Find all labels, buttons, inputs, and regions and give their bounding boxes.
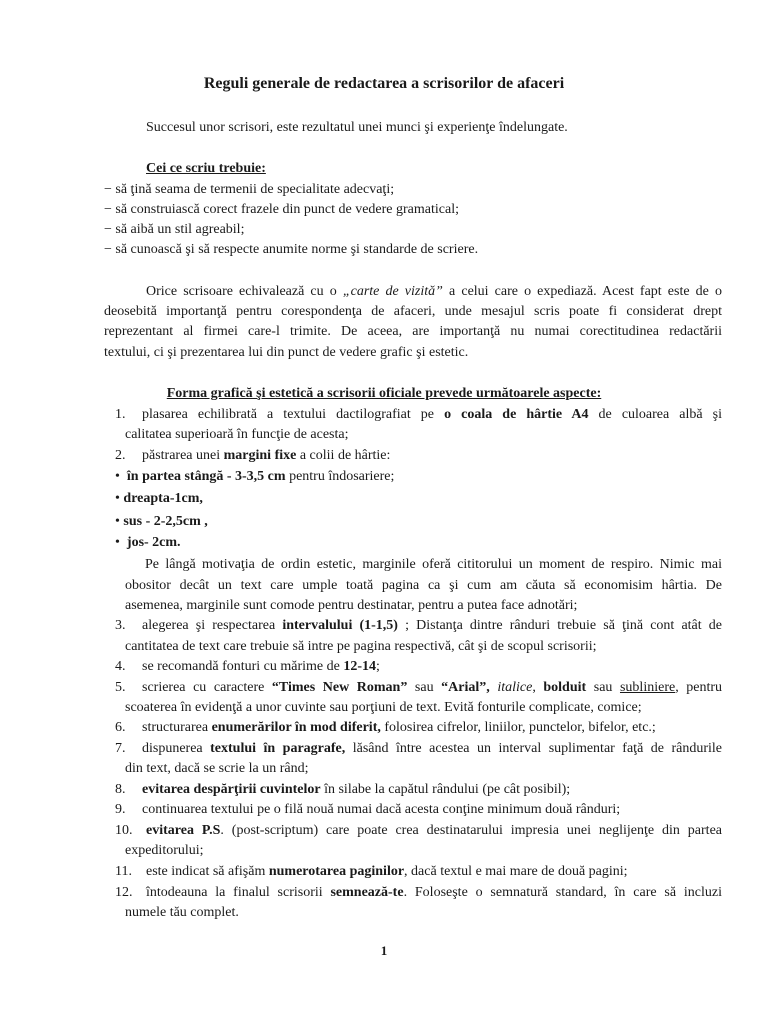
list-item-11: este indicat să afişăm numerotarea paginilor, dacă textul e mai mare de două pagini; — [146, 864, 628, 879]
list-item-3: alegerea şi respectarea intervalului (1-1,5) ; Distanţa dintre rânduri trebuie să ţină cont atât de — [142, 618, 723, 633]
list-item-2: păstrarea unei margini fixe a colii de hârtie: — [142, 448, 391, 463]
list-item-10: evitarea P.S. (post-scriptum) care poate crea destinatarului impresia unei neglijenţe din partea — [146, 823, 722, 838]
list-item-7: dispunerea textului în paragrafe, lăsând între acestea un interval suplimentar faţă de rândurile — [142, 741, 722, 756]
bullet-left-margin: • în partea stângă - 3-3,5 cm pentru îndosariere; — [115, 469, 395, 484]
list-number: 5. — [115, 680, 126, 695]
document-title: Reguli generale de redactarea a scrisorilor de afaceri — [203, 75, 565, 92]
list-number: 3. — [115, 618, 126, 633]
list-item-10-cont: expeditorului; — [125, 843, 204, 858]
list-number: 7. — [115, 741, 126, 756]
writers-list-item: − să aibă un stil agreabil; — [104, 222, 245, 237]
list-number: 1. — [115, 407, 126, 422]
list-number: 12. — [115, 885, 133, 900]
writers-list-item: − să cunoască şi să respecte anumite norme şi standarde de scriere. — [104, 242, 479, 257]
list-item-9: continuarea textului pe o filă nouă numai dacă acesta conţine minimum două rânduri; — [142, 802, 621, 817]
list-item-12-cont: numele tău complet. — [125, 905, 239, 920]
writers-list-item: − să ţină seama de termenii de specialitate adecvaţi; — [104, 182, 395, 197]
business-card-paragraph-line: reprezentant al firmei care-l trimite. De aceea, are importanţă nu numai corectitudinea redactării — [104, 324, 722, 339]
business-card-paragraph-line: textului, ci şi prezentarea lui din punct de vedere grafic şi estetic. — [104, 345, 469, 360]
writers-heading-text: Cei ce scriu trebuie: — [146, 161, 266, 176]
intro-paragraph: Succesul unor scrisori, este rezultatul unei munci şi experienţe îndelungate. — [146, 120, 568, 135]
list-number: 8. — [115, 782, 126, 797]
forma-heading — [0, 384, 768, 404]
list-item-8: evitarea despărţirii cuvintelor în silabe la capătul rândului (pe cât posibil); — [142, 782, 571, 797]
list-item-5: scrierea cu caractere “Times New Roman” sau “Arial”, italice, bolduit sau subliniere, pentru — [142, 680, 723, 695]
list-item-5-cont: scoaterea în evidenţă a unor cuvinte sau porţiuni de text. Evită fonturile complicate, comice; — [125, 700, 642, 715]
bullet-top-margin: • sus - 2-2,5cm , — [115, 514, 208, 529]
margins-paragraph-line: Pe lângă motivaţia de ordin estetic, marginile oferă cititorului un moment de respiro. Nimic mai — [145, 557, 722, 572]
list-item-3-cont: cantitatea de text care trebuie să intre pe pagina respectivă, cât şi de scopul scrisorii; — [125, 639, 597, 654]
list-number: 10. — [115, 823, 133, 838]
bullet-right-margin: • dreapta-1cm, — [115, 491, 203, 506]
list-item-1: plasarea echilibrată a textului dactilografiat pe o coala de hârtie A4 de culoarea albă şi — [142, 407, 722, 422]
business-card-paragraph-line: deosebită importanţă pentru corespondenţa de afaceri, unde mesajul scris poate fi considerat drept — [104, 304, 722, 319]
business-card-paragraph-line: Orice scrisoare echivalează cu o „carte de vizită” a celui care o expediază. Acest fapt este de o — [146, 284, 722, 299]
writers-heading — [146, 159, 266, 179]
list-item-6: structurarea enumerărilor în mod diferit, folosirea cifrelor, liniilor, punctelor, bifelor, etc.; — [142, 720, 656, 735]
list-number: 4. — [115, 659, 126, 674]
bullet-bottom-margin: • jos- 2cm. — [115, 535, 181, 550]
list-number: 11. — [115, 864, 132, 879]
list-item-1-cont: calitatea superioară în funcţie de acesta; — [125, 427, 349, 442]
page-number: 1 — [380, 943, 388, 958]
margins-paragraph-line: asemenea, marginile sunt comode pentru destinatar, pentru a putea face adnotări; — [125, 598, 578, 613]
list-number: 9. — [115, 802, 126, 817]
list-item-7-cont: din text, dacă se scrie la un rând; — [125, 761, 309, 776]
writers-list-item: − să construiască corect frazele din punct de vedere gramatical; — [104, 202, 459, 217]
margins-paragraph-line: obositor decât un text care umple toată pagina ca şi cum am căuta să economisim hârtia. De — [125, 578, 722, 593]
list-number: 2. — [115, 448, 126, 463]
list-number: 6. — [115, 720, 126, 735]
list-item-12: întodeauna la finalul scrisorii semnează-te. Foloseşte o semnatură standard, în care să incluzi — [146, 885, 722, 900]
forma-heading-text: Forma grafică şi estetică a scrisorii oficiale prevede următoarele aspecte: — [166, 386, 602, 401]
list-item-4: se recomandă fonturi cu mărime de 12-14; — [142, 659, 380, 674]
